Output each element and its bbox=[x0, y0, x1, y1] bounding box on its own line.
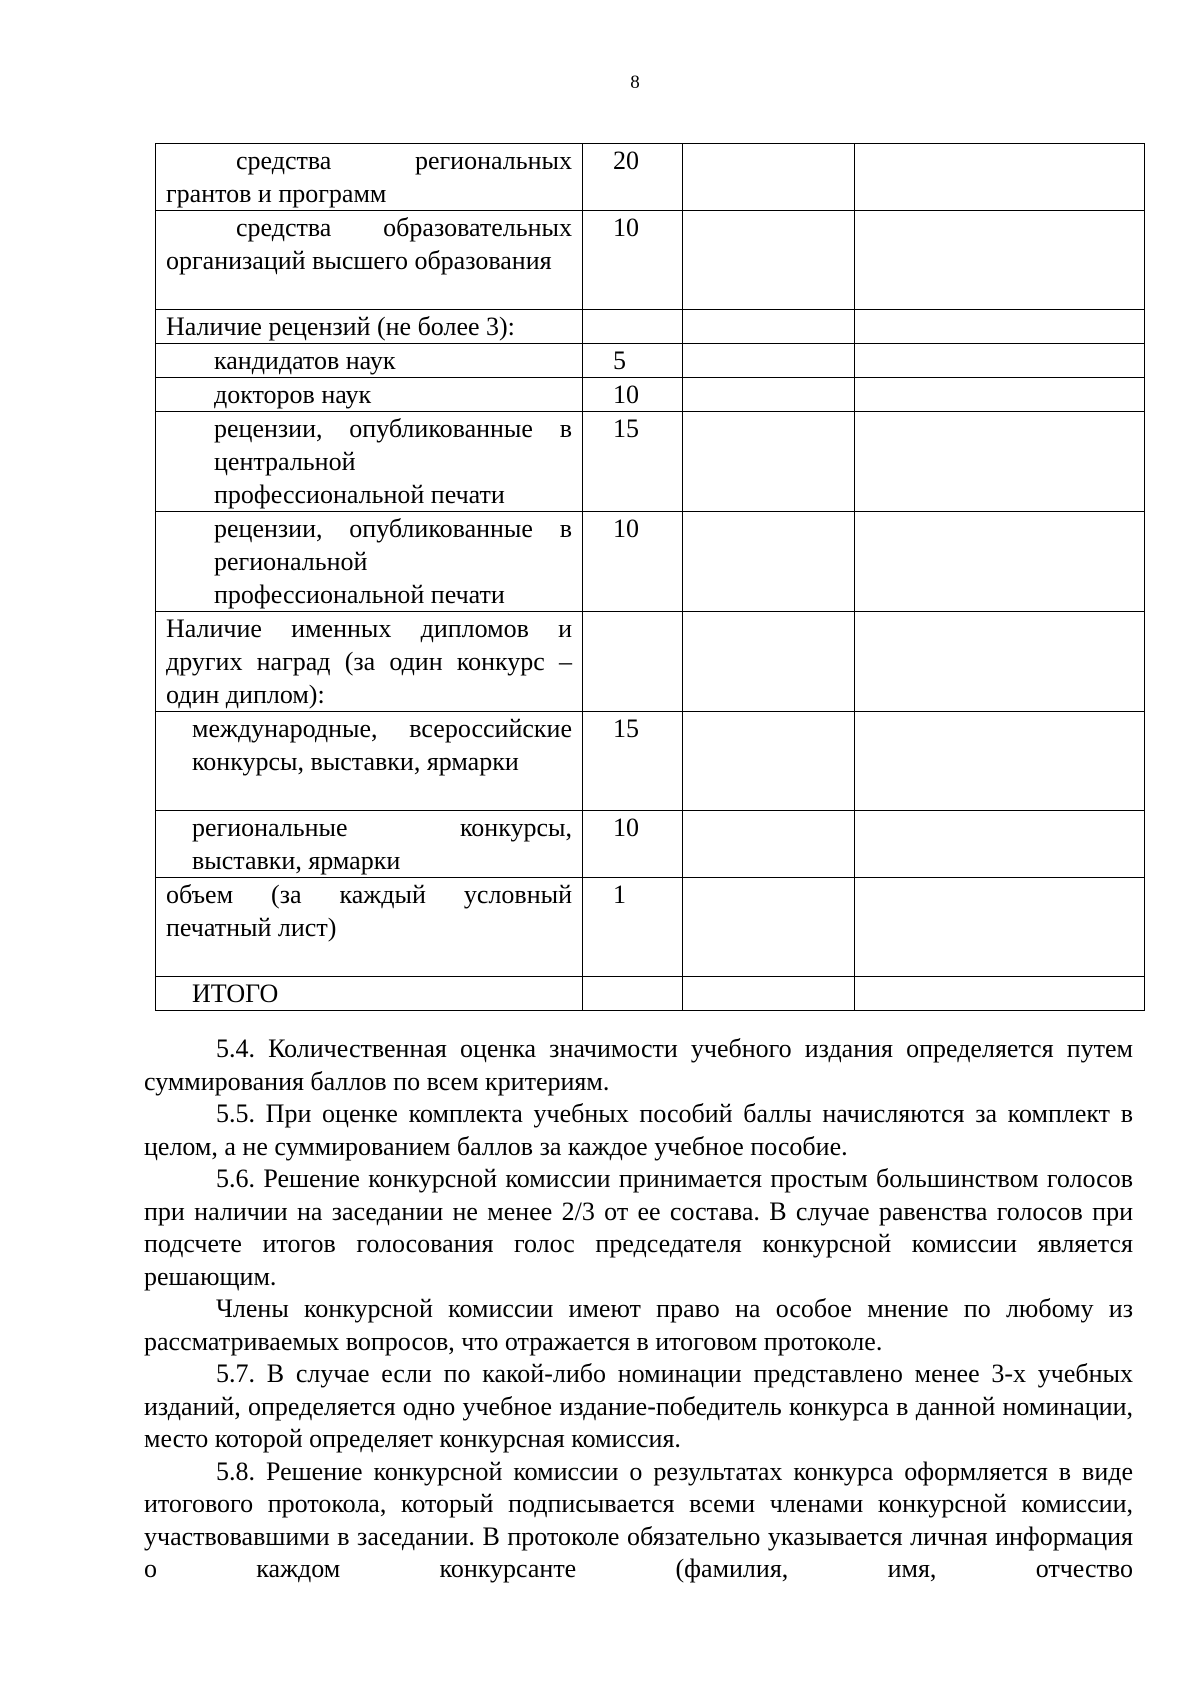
criterion-points bbox=[583, 310, 683, 344]
table-row bbox=[156, 512, 1145, 612]
table-row bbox=[156, 344, 1145, 378]
empty-cell bbox=[855, 512, 1145, 612]
criterion-points: 15 bbox=[583, 712, 683, 811]
empty-cell bbox=[683, 344, 855, 378]
empty-cell bbox=[855, 878, 1145, 977]
paragraph-5-7: 5.7. В случае если по какой-либо номинации представлено менее 3-х учебных изданий, определяется одно учебное издание-победитель конкурса в данной номинации, место которой определяет конкурсная комиссия. bbox=[144, 1359, 1133, 1453]
empty-cell bbox=[855, 977, 1145, 1011]
criterion-points: 20 bbox=[583, 144, 683, 211]
paragraph-5-5: 5.5. При оценке комплекта учебных пособий баллы начисляются за комплект в целом, а не суммированием баллов за каждое учебное пособие. bbox=[144, 1099, 1133, 1161]
table-row bbox=[156, 211, 1145, 310]
empty-cell bbox=[855, 211, 1145, 310]
criterion-points bbox=[583, 612, 683, 712]
empty-cell bbox=[683, 977, 855, 1011]
criterion-label: рецензии, опубликованные в центральной профессиональной печати bbox=[156, 412, 583, 512]
paragraph-members: Члены конкурсной комиссии имеют право на особое мнение по любому из рассматриваемых вопросов, что отражается в итоговом протоколе. bbox=[144, 1294, 1133, 1356]
empty-cell bbox=[855, 144, 1145, 211]
paragraph-5-4: 5.4. Количественная оценка значимости учебного издания определяется путем суммирования баллов по всем критериям. bbox=[144, 1034, 1133, 1096]
table-row bbox=[156, 612, 1145, 712]
total-label: ИТОГО bbox=[156, 977, 583, 1011]
criterion-label: объем (за каждый условный печатный лист) bbox=[156, 878, 583, 977]
criterion-points: 5 bbox=[583, 344, 683, 378]
table-row bbox=[156, 878, 1145, 977]
criterion-label: международные, всероссийские конкурсы, выставки, ярмарки bbox=[156, 712, 583, 811]
criterion-label: кандидатов наук bbox=[156, 344, 583, 378]
criterion-points: 10 bbox=[583, 211, 683, 310]
table-row bbox=[156, 412, 1145, 512]
empty-cell bbox=[855, 344, 1145, 378]
criterion-group-heading: Наличие рецензий (не более 3): bbox=[156, 310, 583, 344]
table-row bbox=[156, 310, 1145, 344]
empty-cell bbox=[683, 144, 855, 211]
body-text bbox=[144, 1033, 1133, 1586]
paragraph-5-6: 5.6. Решение конкурсной комиссии принимается простым большинством голосов при наличии на заседании не менее 2/3 от ее состава. В случае равенства голосов при подсчете итогов голосования голос председателя конкурсной комиссии является решающим. bbox=[144, 1164, 1133, 1291]
empty-cell bbox=[683, 878, 855, 977]
criteria-table bbox=[155, 143, 1145, 1011]
criterion-points bbox=[583, 977, 683, 1011]
empty-cell bbox=[683, 811, 855, 878]
empty-cell bbox=[855, 378, 1145, 412]
empty-cell bbox=[683, 310, 855, 344]
empty-cell bbox=[683, 512, 855, 612]
table-row bbox=[156, 811, 1145, 878]
criterion-label: средства региональных грантов и программ bbox=[156, 144, 583, 211]
empty-cell bbox=[855, 712, 1145, 811]
empty-cell bbox=[855, 412, 1145, 512]
empty-cell bbox=[855, 310, 1145, 344]
criterion-points: 10 bbox=[583, 378, 683, 412]
table-row bbox=[156, 144, 1145, 211]
empty-cell bbox=[683, 211, 855, 310]
criterion-points: 15 bbox=[583, 412, 683, 512]
criterion-label: докторов наук bbox=[156, 378, 583, 412]
criterion-label: рецензии, опубликованные в региональной профессиональной печати bbox=[156, 512, 583, 612]
criterion-label: региональные конкурсы, выставки, ярмарки bbox=[156, 811, 583, 878]
empty-cell bbox=[683, 612, 855, 712]
criterion-group-heading: Наличие именных дипломов и других наград (за один конкурс – один диплом): bbox=[156, 612, 583, 712]
criterion-points: 1 bbox=[583, 878, 683, 977]
page-number: 8 bbox=[630, 72, 640, 93]
criterion-label: средства образовательных организаций высшего образования bbox=[156, 211, 583, 310]
criterion-points: 10 bbox=[583, 512, 683, 612]
empty-cell bbox=[683, 412, 855, 512]
empty-cell bbox=[855, 612, 1145, 712]
empty-cell bbox=[683, 712, 855, 811]
paragraph-5-8: 5.8. Решение конкурсной комиссии о результатах конкурса оформляется в виде итогового протокола, который подписывается всеми членами конкурсной комиссии, участвовавшими в заседании. В протоколе обязательно указывается личная информация о каждом конкурсанте (фамилия, имя, отчество bbox=[144, 1456, 1133, 1583]
table-row-total bbox=[156, 977, 1145, 1011]
empty-cell bbox=[855, 811, 1145, 878]
table-row bbox=[156, 712, 1145, 811]
table-row bbox=[156, 378, 1145, 412]
criterion-points: 10 bbox=[583, 811, 683, 878]
empty-cell bbox=[683, 378, 855, 412]
